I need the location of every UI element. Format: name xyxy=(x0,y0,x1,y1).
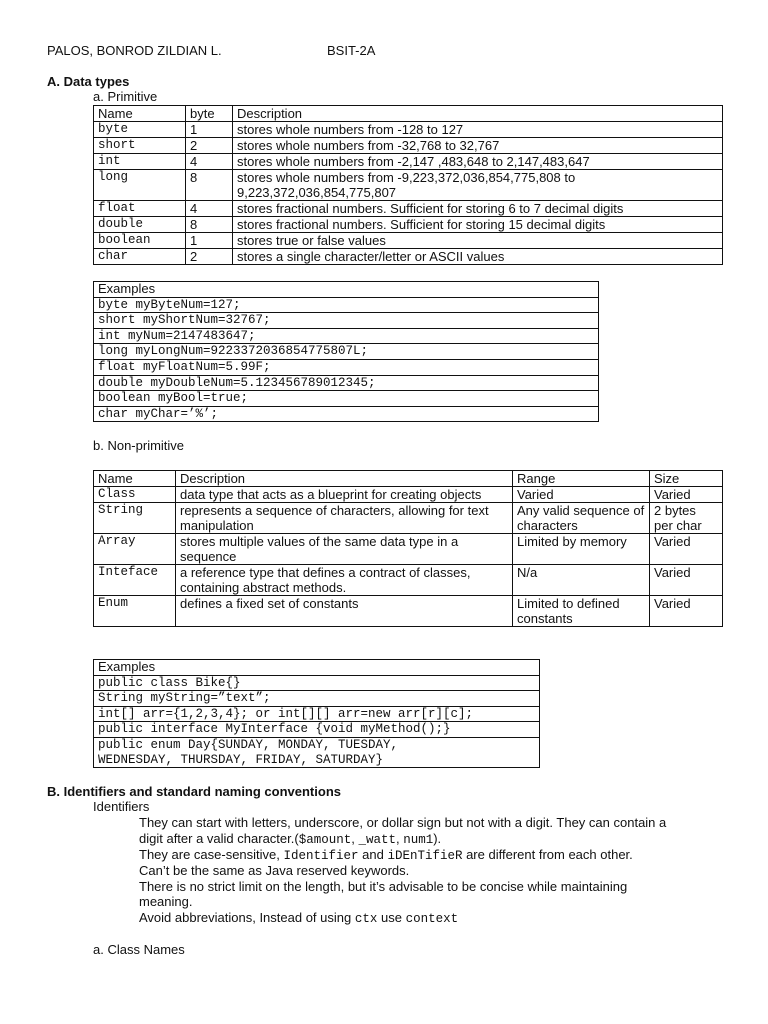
type-bytes: 1 xyxy=(186,122,233,138)
type-name: float xyxy=(94,201,186,217)
type-name: byte xyxy=(94,122,186,138)
table-row xyxy=(94,154,723,170)
column-header: Range xyxy=(513,471,650,487)
table-row xyxy=(94,249,723,265)
identifiers-subtitle: Identifiers xyxy=(93,799,150,814)
code-line: char myChar=’%’; xyxy=(94,406,599,422)
rule-text: are different from each other. xyxy=(462,847,633,862)
identifier-rule xyxy=(139,879,627,895)
code-term: num1 xyxy=(403,833,434,847)
type-range: Varied xyxy=(513,487,650,503)
type-name: Inteface xyxy=(94,565,176,596)
rule-text: use xyxy=(377,910,406,925)
primitive-subtitle: a. Primitive xyxy=(93,89,158,104)
section-b-title: B. Identifiers and standard naming conventions xyxy=(47,784,341,799)
column-header: byte xyxy=(186,106,233,122)
code-term: iDEnTifieR xyxy=(387,849,463,863)
identifier-rule xyxy=(139,910,458,927)
column-header: Description xyxy=(176,471,513,487)
code-term: Identifier xyxy=(283,849,359,863)
code-term: $amount xyxy=(298,833,352,847)
type-description: stores whole numbers from -2,147 ,483,648 to 2,147,483,647 xyxy=(233,154,723,170)
type-name: Array xyxy=(94,534,176,565)
type-description: stores a single character/letter or ASCII values xyxy=(233,249,723,265)
table-header-row xyxy=(94,106,723,122)
type-description: stores multiple values of the same data type in a sequence xyxy=(176,534,513,565)
code-term: context xyxy=(405,912,459,926)
type-description: stores true or false values xyxy=(233,233,723,249)
rule-text: Can’t be the same as Java reserved keywords. xyxy=(139,863,410,878)
code-line: public interface MyInterface {void myMethod();} xyxy=(94,722,540,738)
type-description: data type that acts as a blueprint for creating objects xyxy=(176,487,513,503)
table-header-row xyxy=(94,471,723,487)
column-header: Name xyxy=(94,471,176,487)
type-bytes: 8 xyxy=(186,217,233,233)
table-row xyxy=(94,138,723,154)
table-row xyxy=(94,487,723,503)
type-description: stores whole numbers from -32,768 to 32,767 xyxy=(233,138,723,154)
non-primitive-examples-table xyxy=(93,659,540,768)
type-bytes: 1 xyxy=(186,233,233,249)
non-primitive-subtitle: b. Non-primitive xyxy=(93,438,185,453)
type-range: Limited to defined constants xyxy=(513,596,650,627)
type-name: long xyxy=(94,170,186,201)
class-names-subtitle: a. Class Names xyxy=(93,942,185,957)
rule-text: digit after a valid character.( xyxy=(139,831,299,846)
identifier-rule xyxy=(139,863,409,879)
type-range: Limited by memory xyxy=(513,534,650,565)
type-description: stores whole numbers from -128 to 127 xyxy=(233,122,723,138)
description-line: stores whole numbers from -9,223,372,036,854,775,808 to xyxy=(237,170,576,185)
code-line: float myFloatNum=5.99F; xyxy=(94,359,599,375)
table-row xyxy=(94,565,723,596)
code-line: String myString=”text”; xyxy=(94,691,540,707)
student-section: BSIT-2A xyxy=(327,43,376,58)
type-bytes: 2 xyxy=(186,138,233,154)
table-row xyxy=(94,233,723,249)
code-line: public class Bike{} xyxy=(94,675,540,691)
type-name: short xyxy=(94,138,186,154)
table-row xyxy=(94,170,723,201)
identifier-rule xyxy=(139,815,666,831)
rule-text: They can start with letters, underscore, or dollar sign but not with a digit. They can contain a xyxy=(139,815,667,830)
type-name: boolean xyxy=(94,233,186,249)
type-name: int xyxy=(94,154,186,170)
type-bytes: 4 xyxy=(186,201,233,217)
code-line xyxy=(94,737,540,767)
type-range: Any valid sequence of characters xyxy=(513,503,650,534)
type-description xyxy=(233,170,723,201)
identifier-rule xyxy=(139,831,441,848)
student-name: PALOS, BONROD ZILDIAN L. xyxy=(47,43,222,58)
table-row xyxy=(94,122,723,138)
type-size: Varied xyxy=(650,534,723,565)
rule-text: meaning. xyxy=(139,894,193,909)
column-header: Description xyxy=(233,106,723,122)
rule-text: They are case-sensitive, xyxy=(139,847,284,862)
type-description: stores fractional numbers. Sufficient for storing 6 to 7 decimal digits xyxy=(233,201,723,217)
table-row xyxy=(94,596,723,627)
rule-text: There is no strict limit on the length, but it’s advisable to be concise while maintaining xyxy=(139,879,628,894)
type-description: a reference type that defines a contract of classes, containing abstract methods. xyxy=(176,565,513,596)
code-term: ctx xyxy=(354,912,378,926)
type-name: double xyxy=(94,217,186,233)
type-bytes: 8 xyxy=(186,170,233,201)
rule-text: , xyxy=(351,831,359,846)
type-name: Enum xyxy=(94,596,176,627)
identifier-rule xyxy=(139,894,192,910)
examples-header: Examples xyxy=(94,282,599,298)
enum-line: public enum Day{SUNDAY, MONDAY, TUESDAY, xyxy=(98,737,399,752)
type-size: Varied xyxy=(650,596,723,627)
table-row xyxy=(94,503,723,534)
type-size: Varied xyxy=(650,565,723,596)
code-line: long myLongNum=9223372036854775807L; xyxy=(94,344,599,360)
code-term: _watt xyxy=(358,833,396,847)
column-header: Name xyxy=(94,106,186,122)
description-line: 9,223,372,036,854,775,807 xyxy=(237,185,397,200)
type-range: N/a xyxy=(513,565,650,596)
table-row xyxy=(94,217,723,233)
examples-header: Examples xyxy=(94,660,540,676)
non-primitive-types-table xyxy=(93,470,723,627)
enum-line: WEDNESDAY, THURSDAY, FRIDAY, SATURDAY} xyxy=(98,752,384,767)
type-name: Class xyxy=(94,487,176,503)
identifier-rule xyxy=(139,847,633,864)
primitive-examples-table xyxy=(93,281,599,422)
code-line: short myShortNum=32767; xyxy=(94,313,599,329)
type-size: 2 bytes per char xyxy=(650,503,723,534)
code-line: double myDoubleNum=5.123456789012345; xyxy=(94,375,599,391)
rule-text: ). xyxy=(433,831,442,846)
table-row xyxy=(94,534,723,565)
rule-text: , xyxy=(395,831,404,846)
table-row xyxy=(94,201,723,217)
code-line: int[] arr={1,2,3,4}; or int[][] arr=new arr[r][c]; xyxy=(94,706,540,722)
type-description: defines a fixed set of constants xyxy=(176,596,513,627)
type-size: Varied xyxy=(650,487,723,503)
code-line: boolean myBool=true; xyxy=(94,391,599,407)
primitive-types-table xyxy=(93,105,723,265)
code-line: byte myByteNum=127; xyxy=(94,297,599,313)
rule-text: and xyxy=(358,847,388,862)
type-name: char xyxy=(94,249,186,265)
type-description: stores fractional numbers. Sufficient for storing 15 decimal digits xyxy=(233,217,723,233)
code-line: int myNum=2147483647; xyxy=(94,328,599,344)
column-header: Size xyxy=(650,471,723,487)
type-name: String xyxy=(94,503,176,534)
type-bytes: 2 xyxy=(186,249,233,265)
section-a-title: A. Data types xyxy=(47,74,130,89)
type-bytes: 4 xyxy=(186,154,233,170)
type-description: represents a sequence of characters, allowing for text manipulation xyxy=(176,503,513,534)
rule-text: Avoid abbreviations, Instead of using xyxy=(139,910,355,925)
